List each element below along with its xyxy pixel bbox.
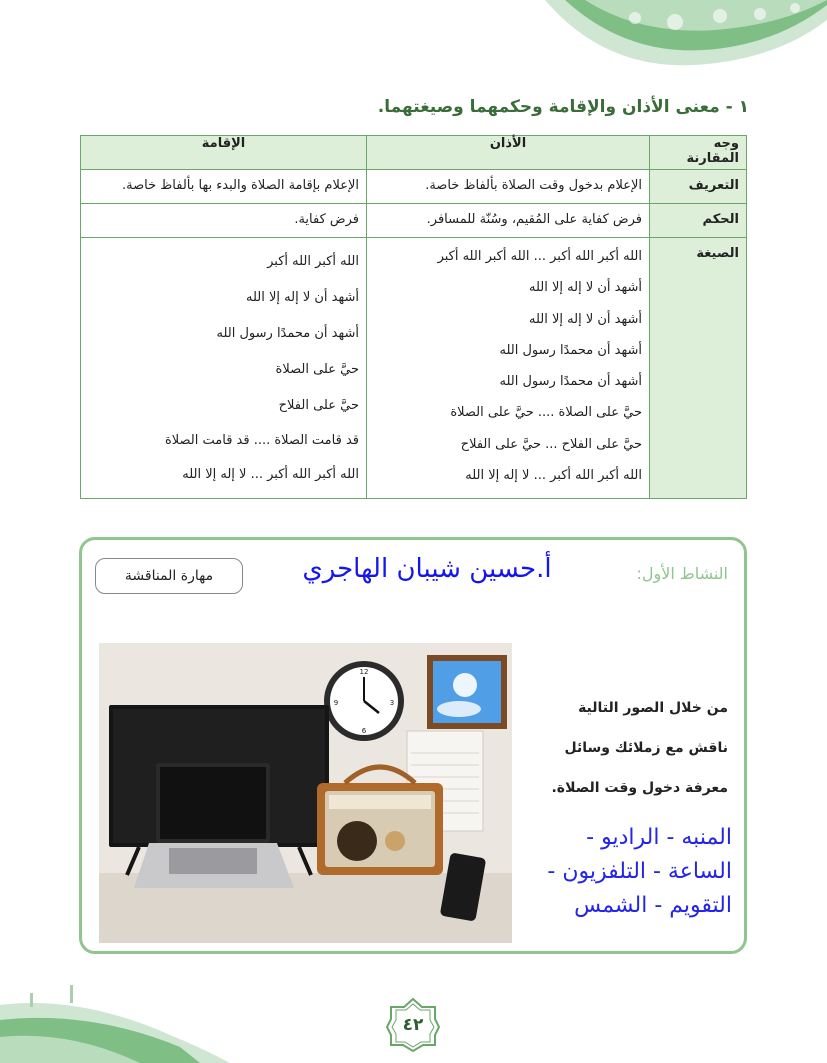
handwritten-answer [492, 821, 732, 923]
bottom-corner-ornament [0, 985, 230, 1063]
table-row [81, 238, 747, 499]
iqama-line: الله أكبر الله أكبر ... لا إله إلا الله [182, 467, 359, 482]
adhan-line: أشهد أن لا إله إلا الله [529, 311, 642, 327]
adhan-line: أشهد أن محمدًا رسول الله [499, 374, 642, 390]
top-corner-ornament [545, 0, 827, 80]
clock-numeral: 9 [333, 699, 339, 707]
sky-picture-frame [427, 655, 507, 729]
prompt-line: معرفة دخول وقت الصلاة. [551, 780, 728, 796]
activity-label: النشاط الأول: [636, 564, 728, 583]
iqama-line: الله أكبر الله أكبر [267, 254, 359, 269]
adhan-line: الله أكبر الله أكبر ... لا إله إلا الله [465, 468, 642, 484]
section-title: ١ - معنى الأذان والإقامة وحكمهما وصيغتهما. [377, 97, 749, 117]
laptop-icon [134, 763, 294, 888]
adhan-line: أشهد أن لا إله إلا الله [529, 280, 642, 296]
skill-badge: مهارة المناقشة [95, 558, 243, 594]
adhan-wording [367, 238, 650, 499]
table-row [81, 204, 747, 238]
header-adhan: الأذان [367, 136, 650, 170]
discussion-prompt [513, 688, 728, 808]
adhan-line: حيَّ على الفلاح ... حيَّ على الفلاح [460, 436, 642, 452]
clock-numeral: 3 [389, 699, 395, 707]
adhan-ruling: فرض كفاية على المُقيم، وسُنّة للمسافر. [367, 204, 650, 238]
iqama-ruling: فرض كفاية. [81, 204, 367, 238]
adhan-line: أشهد أن محمدًا رسول الله [499, 342, 642, 358]
row-label-wording: الصيغة [650, 238, 747, 499]
teacher-name-handwritten: أ.حسين شيبان الهاجري [302, 554, 552, 584]
clock-numeral: 6 [361, 727, 367, 735]
radio-icon [317, 767, 443, 875]
devices-illustration [99, 643, 512, 943]
table-header-row [81, 136, 747, 170]
page-number-badge [385, 997, 441, 1053]
table-row [81, 170, 747, 204]
row-label-definition: التعريف [650, 170, 747, 204]
header-iqama: الإقامة [81, 136, 367, 170]
answer-line: التقويم - الشمس [574, 893, 732, 918]
iqama-line: حيَّ على الصلاة [275, 362, 359, 377]
clock-numeral: 12 [359, 668, 369, 676]
comparison-table [80, 135, 747, 499]
adhan-line: الله أكبر الله أكبر ... الله أكبر الله أكبر [437, 249, 642, 264]
iqama-line: أشهد أن محمدًا رسول الله [216, 326, 359, 341]
wall-clock-icon [324, 661, 404, 741]
header-aspect: وجه المقارنة [650, 136, 747, 170]
iqama-line: حيَّ على الفلاح [278, 398, 359, 413]
devices-photo [99, 643, 512, 943]
page-number: ٤٢ [402, 1015, 424, 1035]
answer-line: المنبه - الراديو - [586, 825, 732, 850]
prompt-line: من خلال الصور التالية [578, 700, 728, 716]
activity-box [79, 537, 747, 954]
iqama-definition: الإعلام بإقامة الصلاة والبدء بها بألفاظ خاصة. [81, 170, 367, 204]
iqama-line: أشهد أن لا إله إلا الله [246, 290, 359, 305]
row-label-ruling: الحكم [650, 204, 747, 238]
adhan-definition: الإعلام بدخول وقت الصلاة بألفاظ خاصة. [367, 170, 650, 204]
iqama-line: قد قامت الصلاة .... قد قامت الصلاة [164, 433, 359, 448]
prompt-line: ناقش مع زملائك وسائل [564, 740, 728, 756]
answer-line: الساعة - التلفزيون - [547, 859, 732, 884]
adhan-line: حيَّ على الصلاة .... حيَّ على الصلاة [450, 405, 642, 421]
iqama-wording [81, 238, 367, 499]
